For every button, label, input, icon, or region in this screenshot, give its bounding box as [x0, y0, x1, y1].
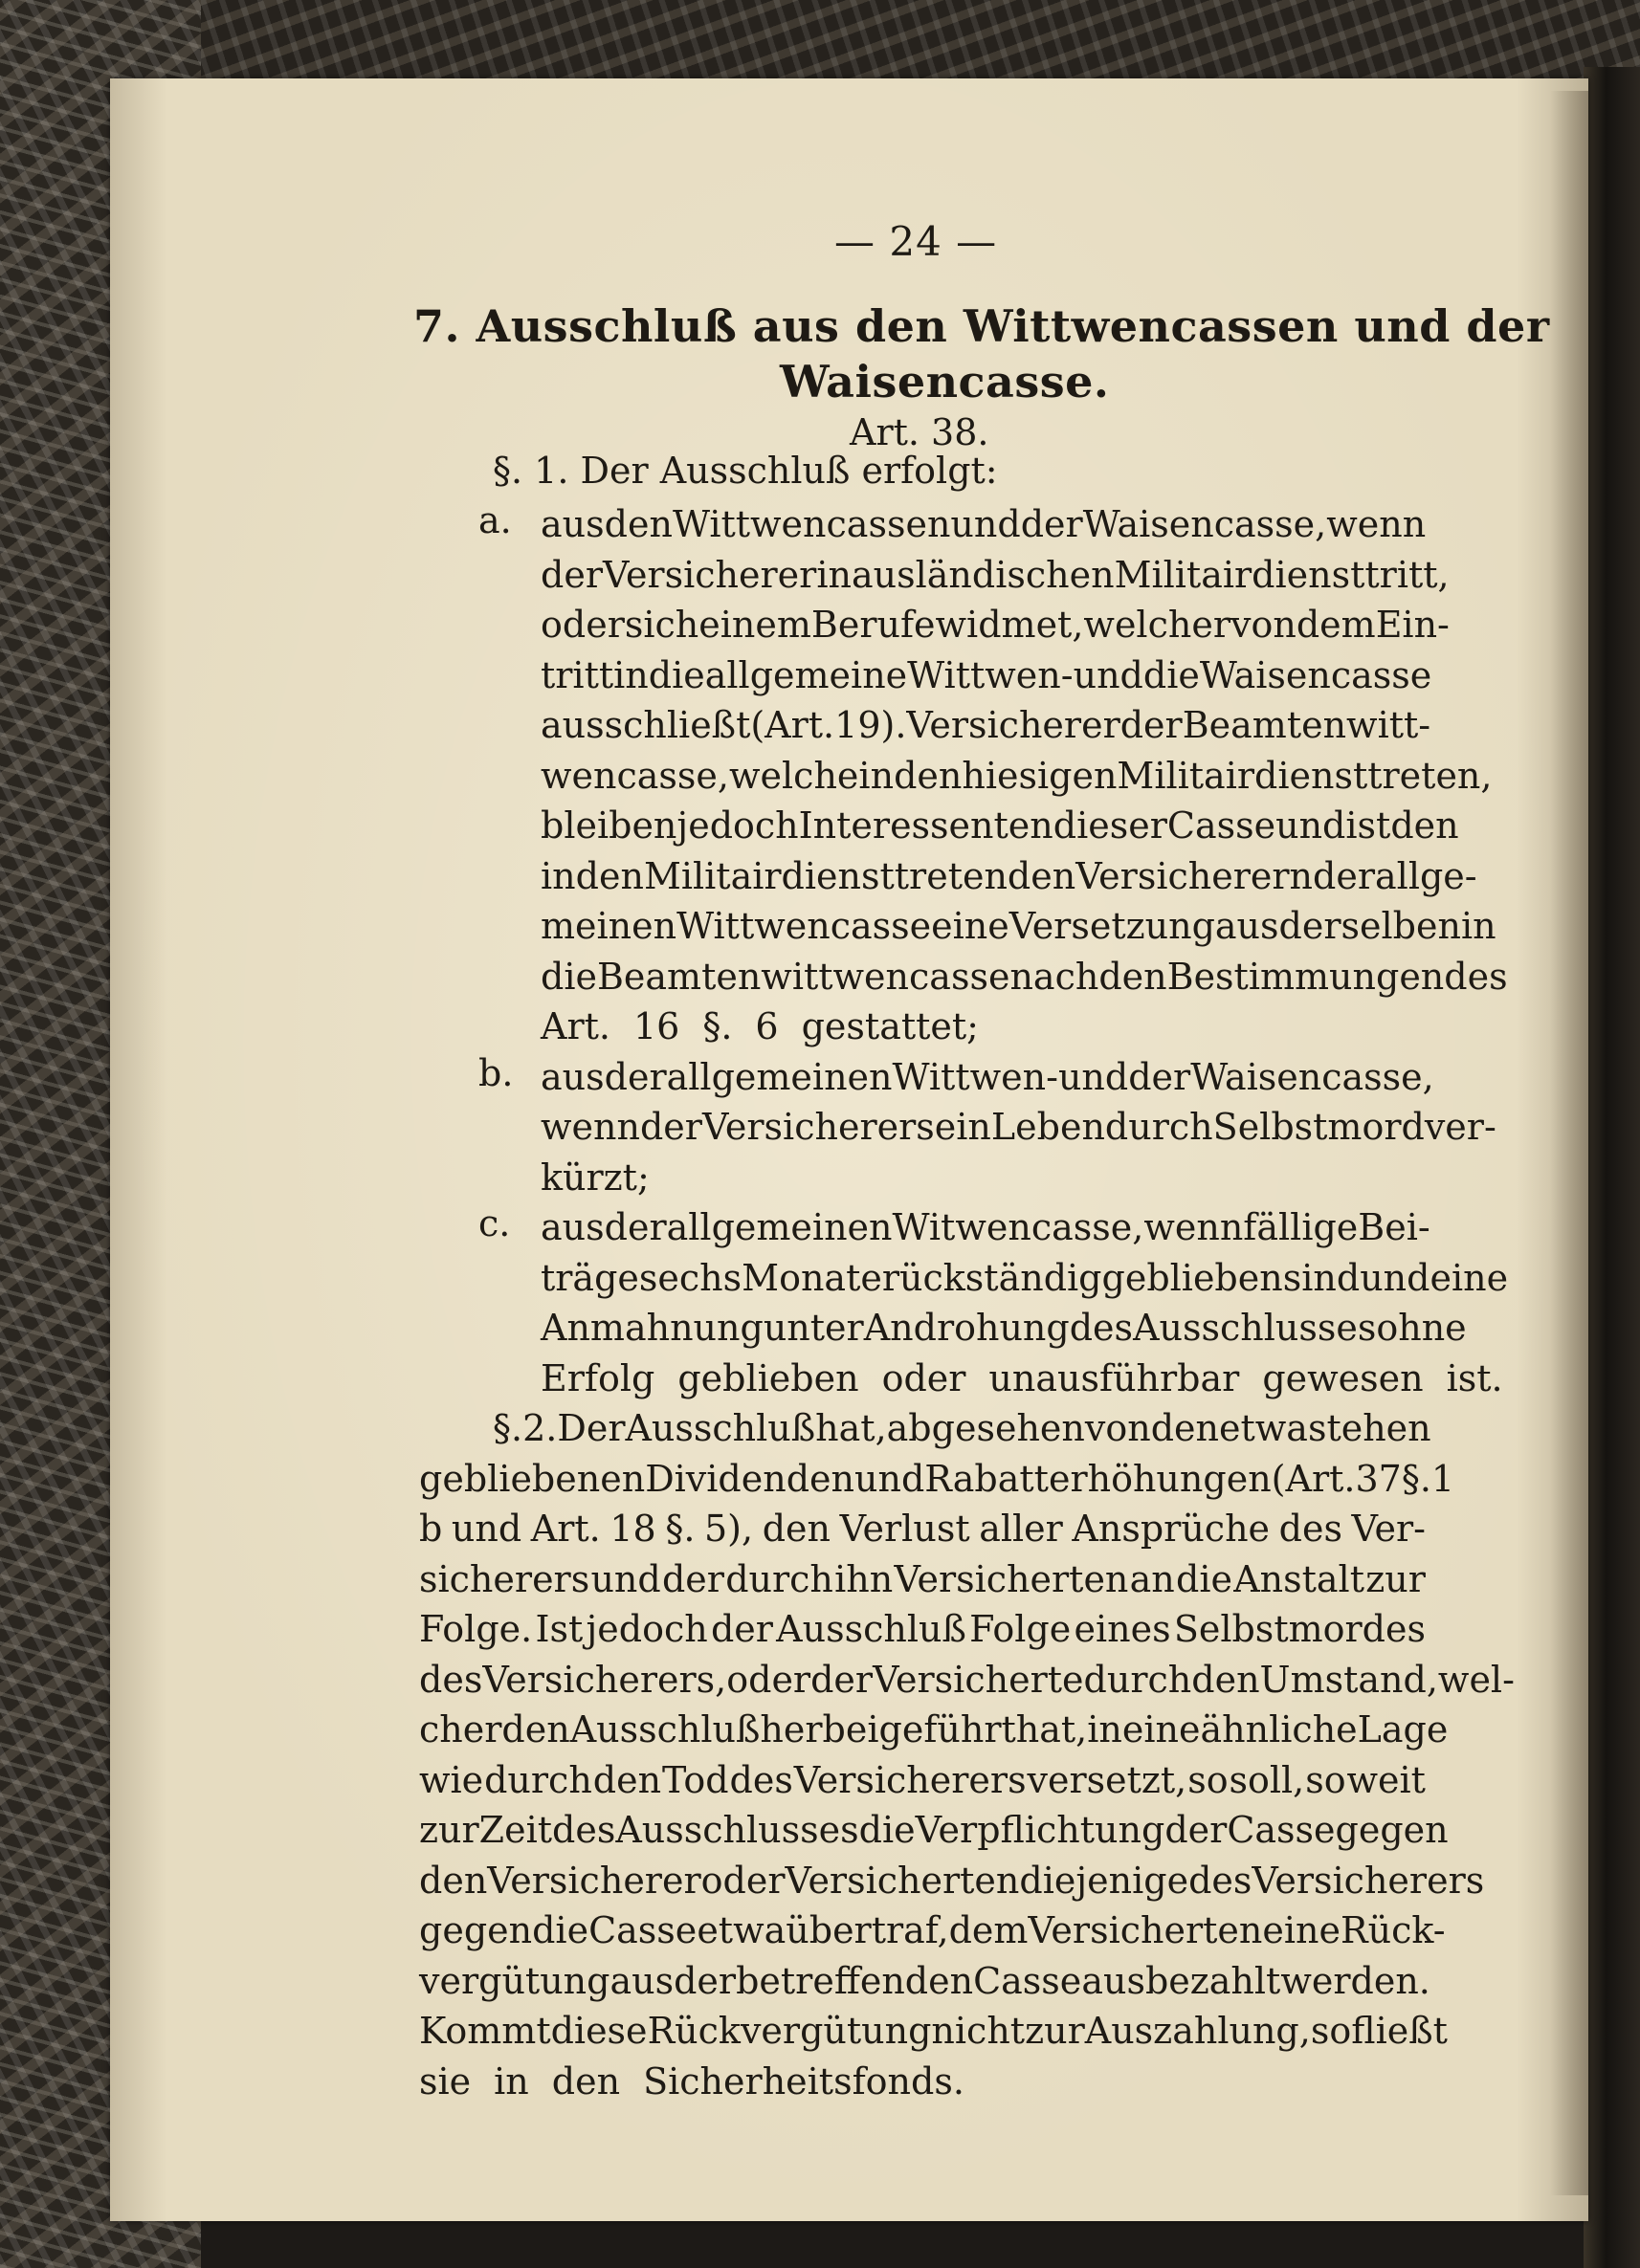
paragraph-2-line: wie durch den Tod des Versicherers versetzt, so soll, so weit	[419, 1758, 1426, 1801]
item-text-line: in den Militairdienst tretenden Versicherern der allge-	[541, 854, 1477, 897]
item-text-line: oder sich einem Berufe widmet, welcher von dem Ein-	[541, 604, 1450, 646]
item-text-line: tritt in die allgemeine Wittwen- und die Waisencasse	[541, 653, 1432, 696]
item-text-line: Art. 16 §. 6 gestattet;	[541, 1005, 979, 1047]
item-label: a.	[478, 499, 512, 541]
item-label: b.	[478, 1051, 514, 1094]
paragraph-2-line: Kommt diese Rückvergütung nicht zur Auszahlung, so fließt	[419, 2010, 1448, 2052]
paragraph-2-line: §. 2. Der Ausschluß hat, abgesehen von den etwa stehen	[493, 1407, 1431, 1449]
article-number: Art. 38.	[850, 411, 989, 453]
item-label: c.	[478, 1202, 511, 1244]
paragraph-2-line: b und Art. 18 §. 5), den Verlust aller Ansprüche des Ver-	[419, 1508, 1426, 1550]
item-text-line: aus der allgemeinen Witwencasse, wenn fällige Bei-	[541, 1206, 1430, 1248]
item-text-line: ausschließt (Art. 19). Versicherer der Beamtenwitt-	[541, 704, 1431, 746]
paragraph-2-line: sicherers und der durch ihn Versicherten an die Anstalt zur	[419, 1557, 1426, 1600]
item-text-line: wencasse, welche in den hiesigen Militairdienst treten,	[541, 754, 1493, 797]
paragraph-1-intro: §. 1. Der Ausschluß erfolgt:	[493, 450, 998, 492]
item-text-line: meinen Wittwencasse eine Versetzung aus derselben in	[541, 905, 1496, 947]
book-spine-edge	[1584, 67, 1640, 2268]
item-text-line: Erfolg geblieben oder unausführbar gewesen ist.	[541, 1356, 1503, 1399]
paragraph-2-line: Folge. Ist jedoch der Ausschluß Folge eines Selbstmordes	[419, 1608, 1426, 1650]
paragraph-2-line: cher den Ausschluß herbeigeführt hat, in eine ähnliche Lage	[419, 1708, 1449, 1751]
book-cover-top	[0, 0, 1640, 91]
section-heading-line-1: 7. Ausschluß aus den Wittwencassen und der	[413, 300, 1550, 352]
paragraph-2-line: gebliebenen Dividenden und Rabatterhöhungen (Art. 37 §. 1	[419, 1457, 1455, 1500]
item-text-line: Anmahnung unter Androhung des Ausschlusses ohne	[541, 1307, 1467, 1349]
paragraph-2-line: zur Zeit des Ausschlusses die Verpflichtung der Casse gegen	[419, 1809, 1449, 1851]
paragraph-2-line: sie in den Sicherheitsfonds.	[419, 2059, 964, 2103]
item-text-line: träge sechs Monate rückständig geblieben sind und eine	[541, 1256, 1509, 1299]
item-text-line: der Versicherer in ausländischen Militairdienst tritt,	[541, 553, 1450, 596]
paragraph-2-line: gegen die Casse etwa übertraf, dem Versicherten eine Rück-	[419, 1909, 1446, 1951]
paragraph-2-line: des Versicherers, oder der Versicherte durch den Umstand, wel-	[419, 1658, 1515, 1701]
item-text-line: aus den Wittwencassen und der Waisencasse, wenn	[541, 503, 1427, 545]
item-text-line: aus der allgemeinen Wittwen- und der Waisencasse,	[541, 1055, 1434, 1098]
page-number: — 24 —	[834, 218, 998, 265]
item-text-line: kürzt;	[541, 1156, 650, 1199]
item-text-line: bleiben jedoch Interessenten dieser Casse und ist den	[541, 804, 1459, 847]
section-heading-line-2: Waisencasse.	[780, 356, 1110, 407]
paragraph-2-line: vergütung aus der betreffenden Casse ausbezahlt werden.	[419, 1959, 1430, 2002]
item-text-line: die Beamtenwittwencasse nach den Bestimmungen des	[541, 955, 1508, 998]
item-text-line: wenn der Versicherer sein Leben durch Selbstmord ver-	[541, 1106, 1496, 1148]
page-gutter-shadow	[1550, 91, 1588, 2195]
paragraph-2-line: den Versicherer oder Versicherten diejenige des Versicherers	[419, 1859, 1485, 1902]
